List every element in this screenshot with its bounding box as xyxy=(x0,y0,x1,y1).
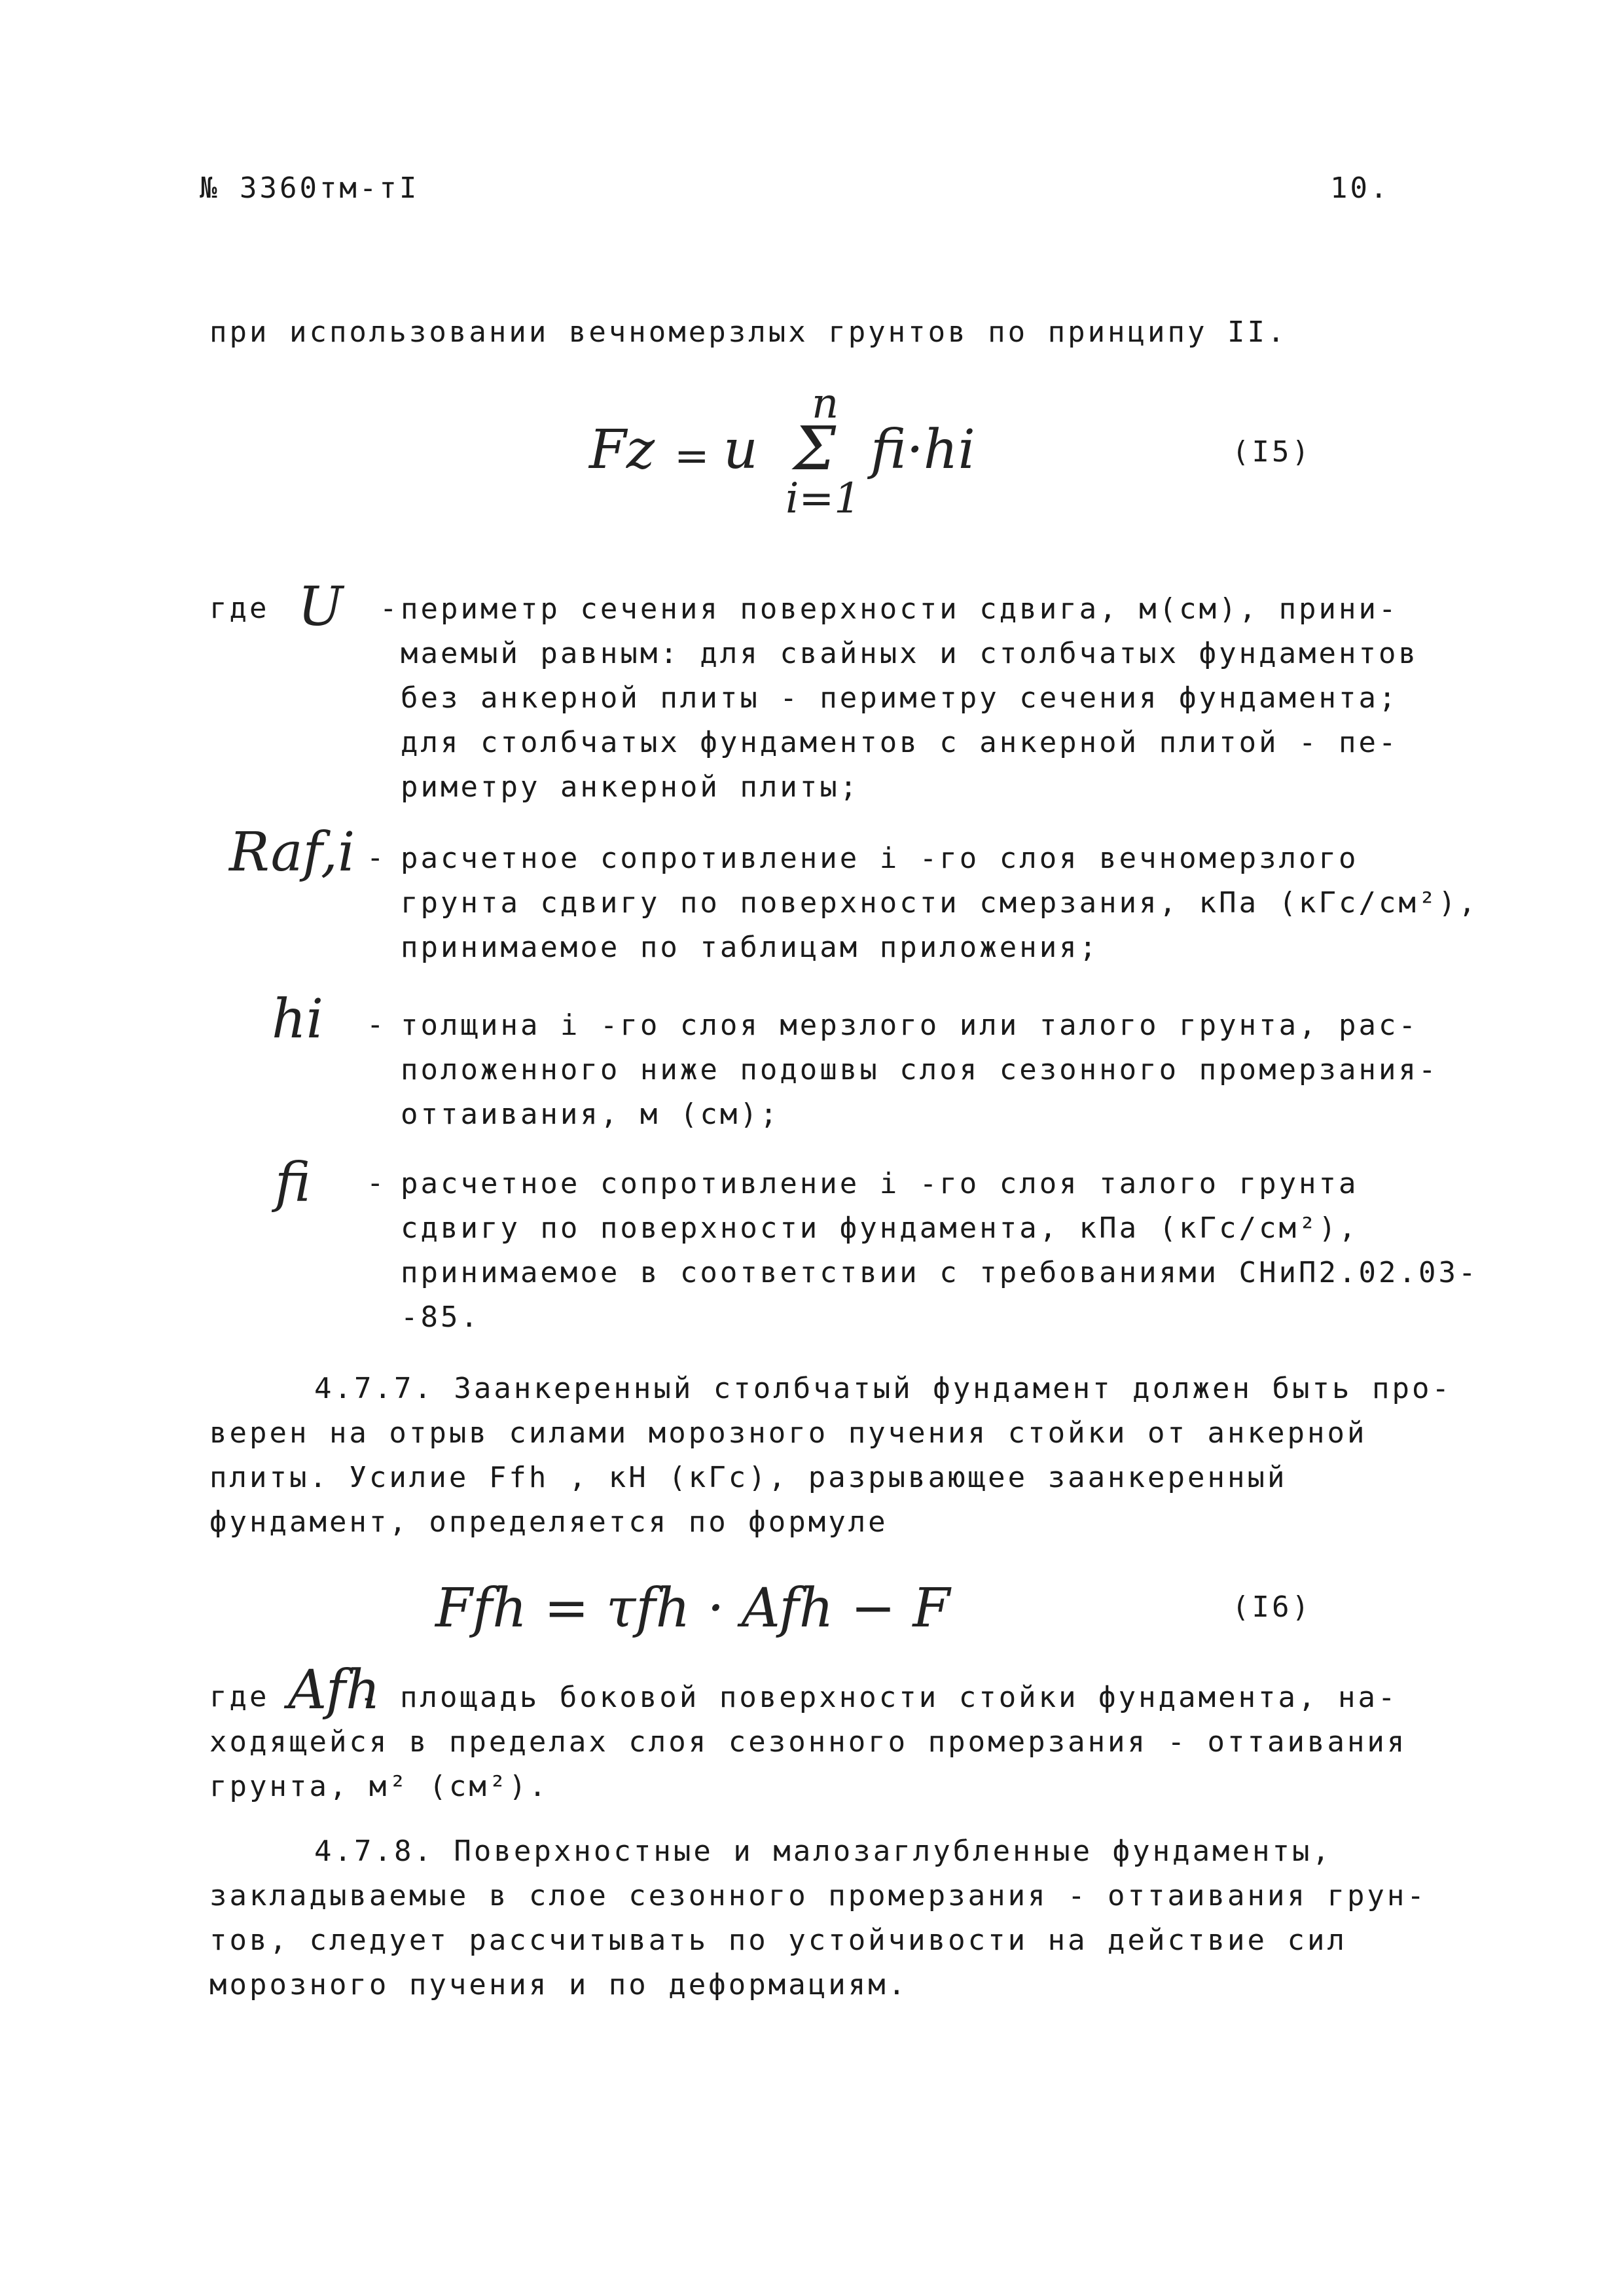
text-line: -85. xyxy=(401,1300,480,1334)
text-line: грунта сдвигу по поверхности смерзания, кПа (кГс/см²), xyxy=(401,886,1479,920)
definition-dash: - xyxy=(367,1166,387,1200)
text-line: закладываемые в слое сезонного промерзания - оттаивания грун- xyxy=(209,1879,1427,1912)
where-label: где xyxy=(209,1680,270,1713)
page-number: 10. xyxy=(1330,171,1390,205)
paragraph-4-7-7 xyxy=(209,1367,1452,1545)
text-line: расчетное сопротивление i -го слоя вечномерзлого xyxy=(401,842,1359,875)
intro-line: при использовании вечномерзлых грунтов по принципу II. xyxy=(209,315,1288,349)
symbol-fi: fi xyxy=(275,1152,311,1214)
definition-afh-text xyxy=(209,1676,1407,1809)
formula-15-lhs: Fz xyxy=(589,419,655,481)
formula-15-u: u xyxy=(723,419,758,481)
text-line: - площадь боковой поверхности стойки фундамента, на- xyxy=(360,1681,1398,1714)
text-line: грунта, м² (см²). xyxy=(209,1770,549,1803)
text-line: ходящейся в пределах слоя сезонного промерзания - оттаивания xyxy=(209,1725,1407,1759)
text-line: тов, следует рассчитывать по устойчивости на действие сил xyxy=(209,1924,1347,1957)
symbol-u: U xyxy=(298,576,344,638)
text-line: принимаемое по таблицам приложения; xyxy=(401,931,1100,964)
definition-hi-text xyxy=(401,1003,1439,1137)
definition-fi-text xyxy=(401,1162,1478,1340)
text-line: морозного пучения и по деформациям. xyxy=(209,1968,909,2001)
formula-15-term: fi·hi xyxy=(871,419,975,481)
symbol-hi: hi xyxy=(272,988,324,1050)
text-line: плиты. Усилие Ffh , кН (кГс), разрывающее заанкеренный xyxy=(209,1461,1288,1494)
definition-u-text xyxy=(401,587,1418,810)
text-line: маемый равным: для свайных и столбчатых фундаментов xyxy=(401,637,1419,670)
formula-15-sum-sign: Σ xyxy=(793,414,837,484)
paragraph-4-7-8 xyxy=(209,1829,1427,2007)
text-line: периметр сечения поверхности сдвига, м(см), прини- xyxy=(401,592,1399,626)
formula-16-expression: Ffh = τfh · Afh − F xyxy=(435,1577,950,1640)
definition-dash: - xyxy=(367,1008,387,1041)
formula-15-sum-bottom: i=1 xyxy=(785,475,861,523)
formula-15-sum-top: n xyxy=(812,380,839,428)
text-line: фундамент, определяется по формуле xyxy=(209,1505,888,1539)
text-line: оттаивания, м (см); xyxy=(401,1098,780,1131)
document-code: № 3360тм-тI xyxy=(200,171,420,205)
text-line: верен на отрыв силами морозного пучения стойки от анкерной xyxy=(209,1416,1367,1450)
definition-dash: - xyxy=(367,841,387,874)
text-line: расчетное сопротивление i -го слоя талого грунта xyxy=(401,1167,1359,1200)
text-line: без анкерной плиты - периметру сечения фундамента; xyxy=(401,681,1399,715)
where-label: где xyxy=(209,592,270,625)
text-line: сдвигу по поверхности фундамента, кПа (кГс/см²), xyxy=(401,1211,1359,1245)
text-line: принимаемое в соответствии с требованиями СНиП2.02.03- xyxy=(401,1256,1479,1289)
text-line: риметру анкерной плиты; xyxy=(401,770,860,804)
formula-16-number: (I6) xyxy=(1232,1590,1312,1624)
text-line: толщина i -го слоя мерзлого или талого грунта, рас- xyxy=(401,1009,1419,1042)
symbol-raf: Raf,i xyxy=(229,821,355,884)
text-line: 4.7.8. Поверхностные и малозаглубленные фундаменты, xyxy=(314,1835,1333,1868)
symbol-afh: Afh xyxy=(288,1659,380,1721)
formula-15-eq: = xyxy=(674,432,710,480)
text-line: положенного ниже подошвы слоя сезонного промерзания- xyxy=(401,1053,1439,1086)
definition-raf-text xyxy=(401,836,1478,970)
formula-15-number: (I5) xyxy=(1232,435,1312,469)
text-line: 4.7.7. Заанкеренный столбчатый фундамент должен быть про- xyxy=(314,1372,1452,1405)
text-line: для столбчатых фундаментов с анкерной плитой - пе- xyxy=(401,726,1399,759)
definition-dash: - xyxy=(380,592,400,625)
